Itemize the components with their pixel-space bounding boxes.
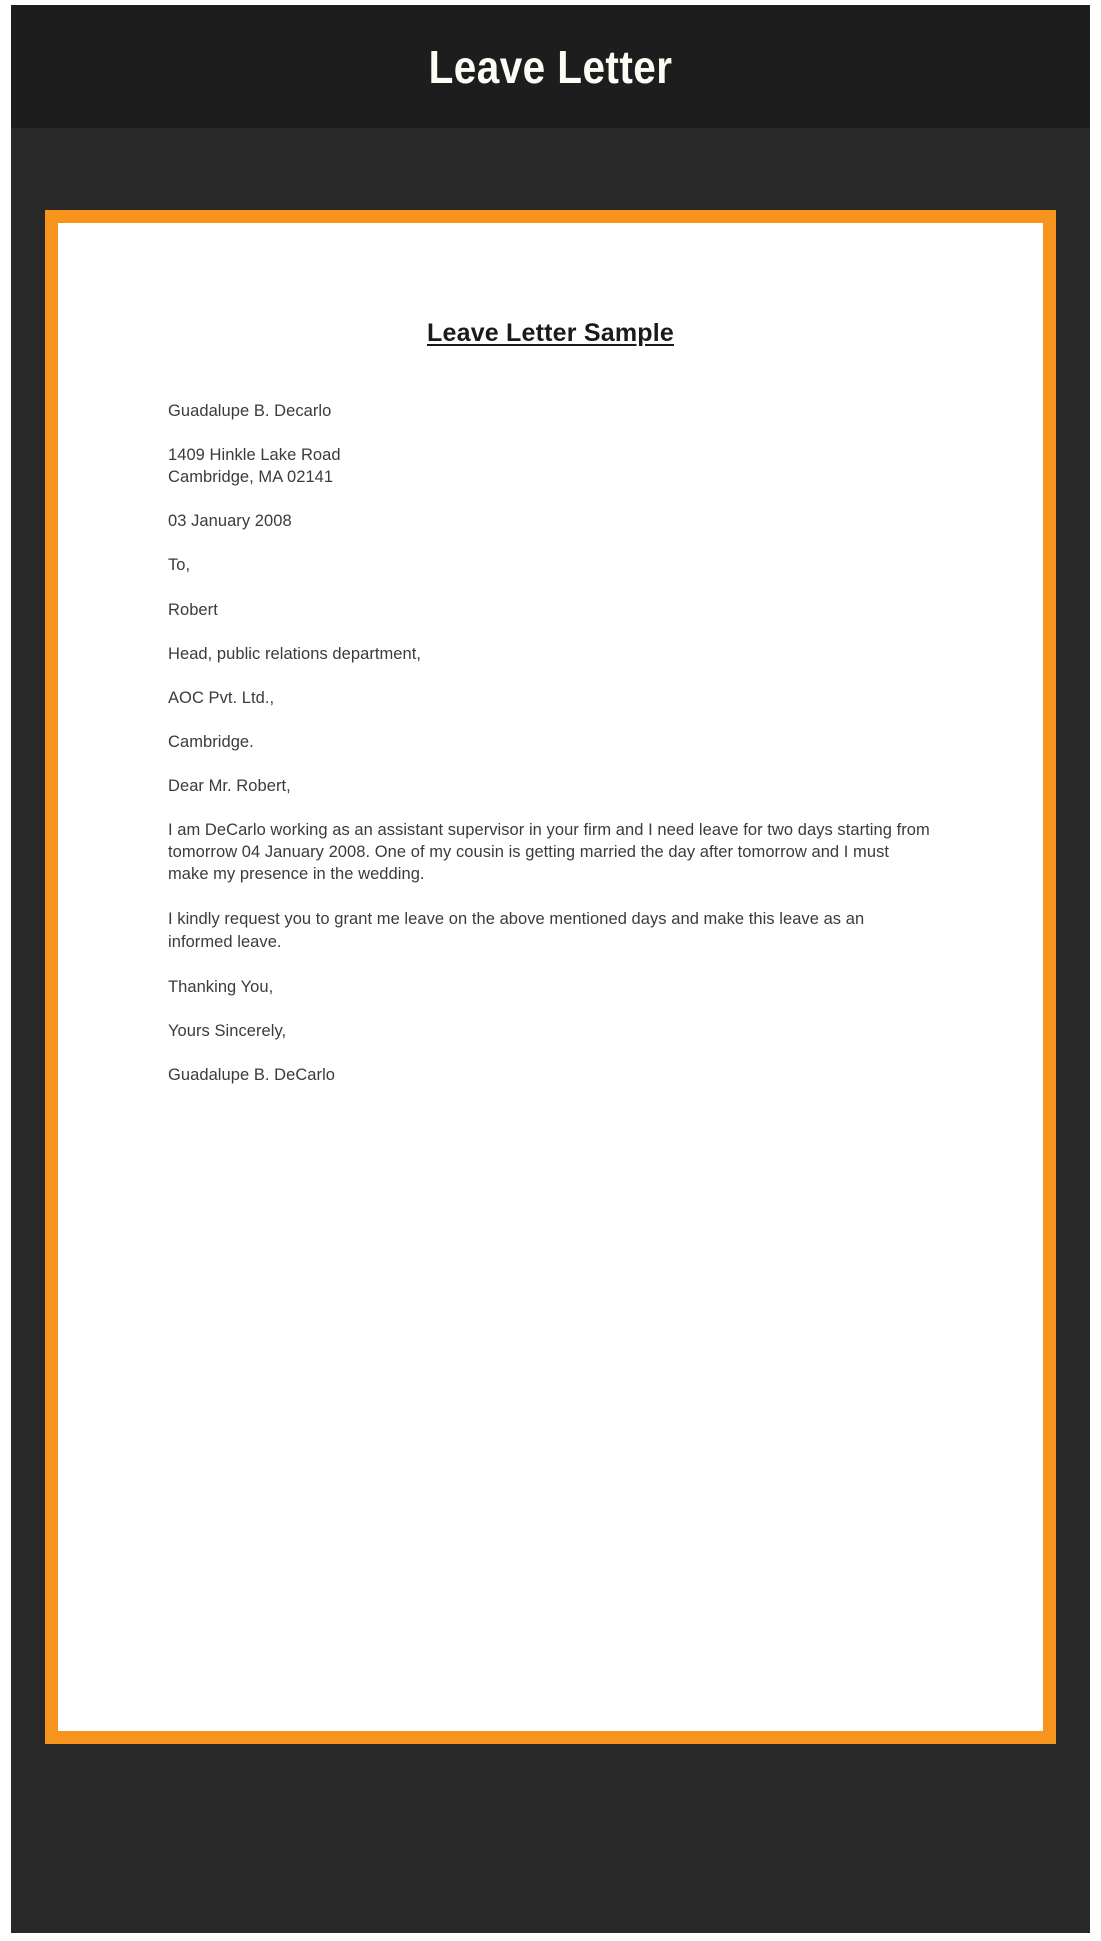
- recipient-company-block: [168, 687, 933, 709]
- salutation-block: [168, 775, 933, 797]
- salutation: Dear Mr. Robert,: [168, 776, 291, 795]
- letter-date-block: [168, 510, 933, 532]
- letter-frame: [45, 210, 1056, 1744]
- signature-name: Guadalupe B. DeCarlo: [168, 1065, 336, 1084]
- recipient-name: Robert: [168, 600, 218, 619]
- app-header: [11, 5, 1090, 128]
- letter-content: [58, 223, 1043, 1108]
- letter-heading: Leave Letter Sample: [427, 319, 674, 347]
- to-label: To,: [168, 556, 191, 575]
- sender-name: Guadalupe B. Decarlo: [168, 402, 332, 420]
- recipient-name-block: [168, 599, 933, 621]
- letter-date: 03 January 2008: [168, 512, 292, 531]
- closing-thanks-block: [168, 976, 933, 998]
- letter-sheet: [58, 223, 1043, 1731]
- page-body: [11, 128, 1090, 1933]
- recipient-designation-block: [168, 643, 933, 665]
- sender-name-block: [168, 400, 933, 422]
- body-paragraph-2: I kindly request you to grant me leave on the above mentioned days and make this leave as an informed leave.: [168, 910, 865, 951]
- to-label-block: [168, 554, 933, 576]
- recipient-company: AOC Pvt. Ltd.,: [168, 688, 275, 707]
- sender-address-block: [168, 444, 933, 488]
- recipient-city-block: [168, 731, 933, 753]
- closing-salutation: Yours Sincerely,: [168, 1021, 287, 1040]
- page-title: Leave Letter: [428, 40, 673, 93]
- signature-block: [168, 1064, 933, 1086]
- sender-street: 1409 Hinkle Lake Road: [168, 446, 341, 465]
- body-paragraph-1: I am DeCarlo working as an assistant supervisor in your firm and I need leave for two days starting from tomorrow 04 January 2008. One of my cousin is getting married the day after tomorrow and I must make my presence in the wedding.: [168, 821, 930, 884]
- closing-salutation-block: [168, 1020, 933, 1042]
- recipient-city: Cambridge.: [168, 732, 254, 751]
- closing-thanks: Thanking You,: [168, 977, 274, 996]
- sender-city-state-zip: Cambridge, MA 02141: [168, 468, 334, 487]
- recipient-designation: Head, public relations department,: [168, 644, 422, 663]
